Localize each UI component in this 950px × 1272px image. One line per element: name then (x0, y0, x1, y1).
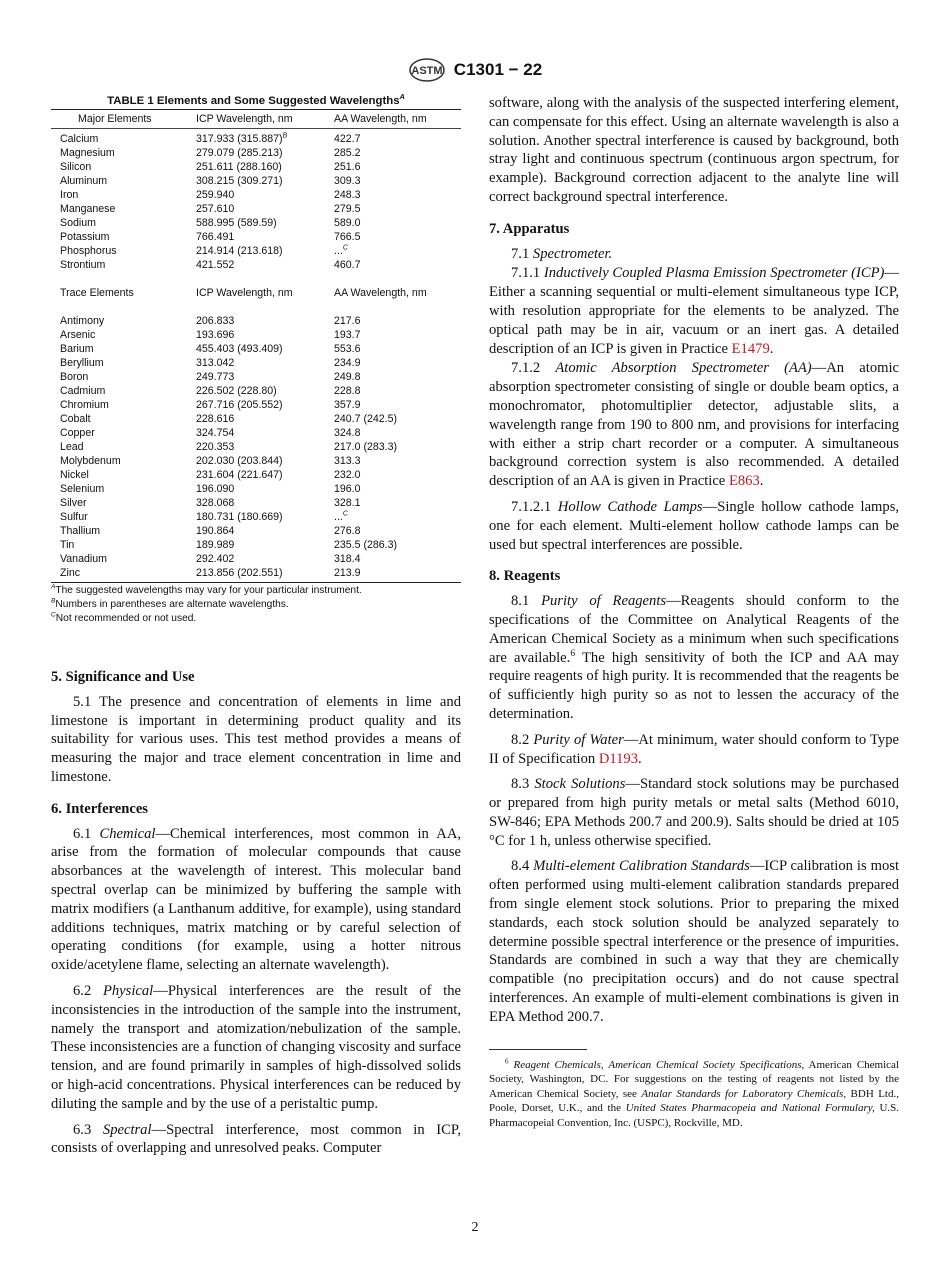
aa-wavelength: 234.9 (334, 357, 361, 369)
aa-wavelength: 357.9 (334, 399, 361, 411)
element-name: Tin (60, 539, 75, 551)
table-row (51, 370, 461, 384)
table-row (51, 384, 461, 398)
icp-wavelength: 588.995 (589.59) (196, 217, 277, 229)
table-row (51, 244, 461, 258)
section-heading: 8. Reagents (489, 568, 561, 585)
aa-wavelength: 328.1 (334, 497, 361, 509)
icp-wavelength: 206.833 (196, 315, 235, 327)
table-header-row: Major Elements ICP Wavelength, nm AA Wavelength, nm (78, 113, 427, 125)
italic-text: Atomic Absorption Spectrometer (AA) (555, 360, 812, 377)
aa-wavelength: 324.8 (334, 427, 361, 439)
table-row (51, 258, 461, 272)
icp-wavelength: 421.552 (196, 259, 235, 271)
aa-wavelength: 217.6 (334, 315, 361, 327)
element-name: Molybdenum (60, 455, 121, 467)
table-row (51, 160, 461, 174)
table-row (51, 328, 461, 342)
aa-wavelength: ...$^C$ (334, 244, 348, 257)
italic-text: Chemical (99, 825, 156, 842)
icp-wavelength: 257.610 (196, 203, 235, 215)
table-footnote: $^B$Numbers in parentheses are alternate wavelengths. (51, 597, 289, 610)
table-row (51, 412, 461, 426)
aa-wavelength: 251.6 (334, 161, 361, 173)
italic-text: Reagent Chemicals, American Chemical Society Specifications (513, 1058, 802, 1071)
element-name: Thallium (60, 525, 101, 537)
icp-wavelength: 251.611 (288.160) (196, 161, 282, 173)
element-name: Potassium (60, 231, 110, 243)
element-name: Antimony (60, 315, 105, 327)
page-number: 2 (471, 1220, 479, 1235)
aa-wavelength: 235.5 (286.3) (334, 539, 398, 551)
aa-wavelength: ...$^C$ (334, 510, 348, 523)
icp-wavelength: 214.914 (213.618) (196, 245, 283, 257)
aa-wavelength: 422.7 (334, 133, 361, 145)
table-title: TABLE 1 Elements and Some Suggested Wavelengths$^A$ (107, 92, 405, 107)
element-name: Aluminum (60, 175, 108, 187)
table-footnote: $^C$Not recommended or not used. (51, 611, 197, 624)
right-column (489, 94, 899, 1131)
left-column (51, 668, 461, 1165)
aa-wavelength: 249.8 (334, 371, 361, 383)
icp-wavelength: 202.030 (203.844) (196, 455, 283, 467)
element-name: Vanadium (60, 553, 107, 565)
paragraph: 7.1.2.1 Hollow Cathode Lamps—Single hollow cathode lamps, one for each element. Multi-element hollow cathode lamps can be used but spectral interferences are possible. (489, 498, 900, 553)
table-row (51, 440, 461, 454)
table-row (51, 230, 461, 244)
standard-link[interactable]: D1193 (598, 750, 639, 767)
element-name: Silver (60, 497, 87, 509)
paragraph: 6.1 Chemical—Chemical interferences, most common in AA, arise from the formation of molecular compounds that cause absorbances at the wavelength of interest. This molecular band spectral overlap can be minimized by buffering the sample with matrix modifiers (a Lanthanum additive, for example), using standard additions techniques, matrix matching or by careful selection of operating conditions (for example, using a hotter nitrous oxide/acetylene flame, selecting an alternate wavelength). (51, 825, 462, 974)
footnote-ref: 6 (505, 1057, 509, 1065)
element-name: Arsenic (60, 329, 96, 341)
aa-wavelength: 240.7 (242.5) (334, 413, 398, 425)
element-name: Beryllium (60, 357, 104, 369)
footnote-6: $^6$ Reagent Chemicals, American Chemical Society Specifications, American Chemical Society, Washington, DC. For suggestions on the testing of reagents not listed by the American Chemical Society, see Analar Standards for Laboratory Chemicals, BDH Ltd., Poole, Dorset, U.K., and the United States Pharmacopeia and National Formulary, U.S. Pharmacopeial Convention, Inc. (USPC), Rockville, MD. (489, 1057, 900, 1130)
icp-wavelength: 196.090 (196, 483, 235, 495)
aa-wavelength: 276.8 (334, 525, 361, 537)
aa-wavelength: 193.7 (334, 329, 361, 341)
paragraph: 8.1 Purity of Reagents—Reagents should conform to the specifications of the Committee on Analytical Reagents of the American Chemical Society as a minimum when such specifications are available.$^6$ The high sensitivity of both the ICP and AA may require reagents of high purity. It is recommended that the reagents be of sufficiently high purity so as not to lessen the accuracy of the determination. (489, 593, 899, 722)
section-heading: 7. Apparatus (489, 220, 570, 237)
aa-wavelength: 217.0 (283.3) (334, 441, 398, 453)
aa-wavelength: 232.0 (334, 469, 361, 481)
svg-text:ASTM: ASTM (411, 65, 443, 77)
element-name: Barium (60, 343, 94, 355)
italic-text: Spectral (102, 1121, 152, 1138)
standard-link[interactable]: E1479 (731, 340, 770, 357)
element-name: Chromium (60, 399, 109, 411)
italic-text: Hollow Cathode Lamps (557, 498, 703, 515)
table-row (51, 188, 461, 202)
icp-wavelength: 292.402 (196, 553, 235, 565)
paragraph: 7.1.2 Atomic Absorption Spectrometer (AA)—An atomic absorption spectrometer consisting of single or double beam optics, a monochromator, photomultiplier detector, adjustable slits, a wavelength range from 190 to 800 nm, and provisions for interfacing with either a strip chart recorder or a computer. A simultaneous background correction system is also recommended. A detailed description of an AA is given in Practice E863. (489, 360, 899, 490)
table-row (51, 146, 461, 160)
table-row (51, 468, 461, 482)
element-name: Strontium (60, 259, 106, 271)
element-name: Manganese (60, 203, 116, 215)
italic-text: Inductively Coupled Plasma Emission Spectrometer (ICP) (543, 265, 885, 282)
icp-wavelength: 308.215 (309.271) (196, 175, 283, 187)
aa-wavelength: 228.8 (334, 385, 361, 397)
icp-wavelength: 220.353 (196, 441, 235, 453)
element-name: Silicon (60, 161, 92, 173)
aa-wavelength: 553.6 (334, 343, 361, 355)
element-name: Iron (60, 189, 79, 201)
aa-wavelength: 313.3 (334, 455, 361, 467)
element-name: Cobalt (60, 413, 91, 425)
section-heading: 5. Significance and Use (51, 669, 195, 685)
icp-wavelength: 180.731 (180.669) (196, 511, 283, 523)
icp-wavelength: 226.502 (228.80) (196, 385, 277, 397)
icp-wavelength: 328.068 (196, 497, 235, 509)
aa-wavelength: 285.2 (334, 147, 361, 159)
italic-text: Stock Solutions (534, 776, 626, 793)
italic-text: Purity of Reagents (541, 593, 667, 610)
aa-wavelength: 766.5 (334, 231, 361, 243)
paragraph: 7.1.1 Inductively Coupled Plasma Emission Spectrometer (ICP)—Either a scanning sequential or multi-element simultaneous type ICP, with resolution appropriate for the elements to be analyzed. The optical path may be in air, vacuum or an inert gas. A detailed description of an ICP is given in Practice E1479. (489, 265, 900, 357)
table-row (51, 538, 461, 552)
aa-wavelength: 460.7 (334, 259, 361, 271)
table-row (51, 202, 461, 216)
paragraph: 8.2 Purity of Water—At minimum, water should conform to Type II of Specification D1193. (489, 731, 899, 767)
icp-wavelength: 193.696 (196, 329, 235, 341)
paragraph: software, along with the analysis of the suspected interfering element, can compensate for this effect. Using an alternate wavelength is also a solution. Another spectral interference is caused by background, both stray light and continuous spectrum (continuous argon spectrum, for example). Background correction adjacent to the analyte line will correct background spectral interference. (489, 95, 899, 205)
trace-header-row: Trace Elements ICP Wavelength, nm AA Wavelength, nm (60, 287, 427, 299)
aa-wavelength: 589.0 (334, 217, 361, 229)
table-rule (51, 582, 461, 583)
italic-text: Spectrometer. (532, 245, 613, 262)
table-row (51, 356, 461, 370)
table-row (51, 496, 461, 510)
page-header (0, 58, 950, 82)
standard-link[interactable]: E863 (728, 473, 760, 490)
element-name: Sulfur (60, 511, 88, 523)
icp-wavelength: 313.042 (196, 357, 235, 369)
element-name: Boron (60, 371, 89, 383)
table-row (51, 482, 461, 496)
icp-wavelength: 766.491 (196, 231, 235, 243)
icp-wavelength: 324.754 (196, 427, 235, 439)
icp-wavelength: 267.716 (205.552) (196, 399, 283, 411)
table-row (51, 566, 461, 580)
table-footnotes (51, 584, 461, 626)
element-name: Sodium (60, 217, 96, 229)
element-name: Zinc (60, 567, 81, 579)
icp-wavelength: 213.856 (202.551) (196, 567, 283, 579)
paragraph: 8.3 Stock Solutions—Standard stock solutions may be purchased or prepared from high purity metals or metal salts (Method 6010, SW-846; EPA Methods 200.7 and 200.9). Salts should be dried at 105 °C for 1 h, unless otherwise specified. (489, 776, 899, 849)
table-row (51, 174, 461, 188)
italic-text: Purity of Water (533, 731, 624, 748)
table-footnote: $^A$The suggested wavelengths may vary for your particular instrument. (51, 583, 362, 596)
table-row (51, 510, 461, 524)
trace-elements-body (51, 314, 461, 580)
table-row (51, 552, 461, 566)
aa-wavelength: 279.5 (334, 203, 361, 215)
element-name: Copper (60, 427, 95, 439)
italic-text: Analar Standards for Laboratory Chemicals, (641, 1087, 847, 1100)
icp-wavelength: 455.403 (493.409) (196, 343, 283, 355)
element-name: Calcium (60, 133, 99, 145)
icp-wavelength: 259.940 (196, 189, 235, 201)
paragraph: 6.2 Physical—Physical interferences are the result of the inconsistencies in the introduction of the sample into the instrument, namely the transport and atomization/nebulization of the sample. These inconsistencies are a function of changing viscosity and surface tension, and are found primarily in samples of high-dissolved solids or high-acid concentrations. Physical interferences can be reduced by diluting the sample and by the use of a peristaltic pump. (51, 982, 462, 1112)
paragraph: 6.3 Spectral—Spectral interference, most common in ICP, consists of overlapping and unresolved peaks. Computer (51, 1121, 462, 1157)
table-row (51, 426, 461, 440)
element-name: Nickel (60, 469, 89, 481)
document-id: C1301 − 22 (453, 60, 543, 79)
icp-wavelength: 249.773 (196, 371, 235, 383)
paragraph: 5.1 The presence and concentration of elements in lime and limestone is important in determining product quality and its suitability for various uses. This test method provides a means of measuring the major and trace element concentration in lime and limestone. (51, 693, 461, 785)
table-row (51, 216, 461, 230)
paragraph: 7.1 Spectrometer. (511, 245, 613, 262)
icp-wavelength: 190.864 (196, 525, 235, 537)
table-row (51, 398, 461, 412)
element-name: Lead (60, 441, 84, 453)
italic-text: Multi-element Calibration Standards (533, 858, 750, 875)
table-row (51, 454, 461, 468)
paragraph: 8.4 Multi-element Calibration Standards—ICP calibration is most often performed using multi-element calibration standards prepared from single element stock solutions. Prior to preparing the mixed standards, each stock solution should be analyzed separately to determine possible spectral interference or the presence of impurities. Standards are combined in such a way that they are chemically compatible (no precipitation occurs) and do not cause spectral interferences. An example of multi-element combinations is given in EPA Method 200.7. (489, 858, 899, 1025)
table-row (51, 314, 461, 328)
astm-logo (408, 58, 446, 82)
icp-wavelength: 189.989 (196, 539, 235, 551)
italic-text: Physical (102, 982, 154, 999)
section-heading: 6. Interferences (51, 800, 148, 817)
table-row (51, 132, 461, 146)
aa-wavelength: 196.0 (334, 483, 361, 495)
element-name: Selenium (60, 483, 105, 495)
footnote-rule (489, 1049, 587, 1050)
icp-wavelength: 279.079 (285.213) (196, 147, 283, 159)
table-row (51, 524, 461, 538)
table-row (51, 342, 461, 356)
element-name: Phosphorus (60, 245, 117, 257)
element-name: Cadmium (60, 385, 106, 397)
icp-wavelength: 231.604 (221.647) (196, 469, 283, 481)
icp-wavelength: 317.933 $(315.887)^B$ (196, 132, 288, 145)
icp-wavelength: 228.616 (196, 413, 235, 425)
aa-wavelength: 318.4 (334, 553, 361, 565)
italic-text: United States Pharmacopeia and National Formulary, (625, 1102, 875, 1115)
major-elements-body (51, 132, 461, 272)
aa-wavelength: 248.3 (334, 189, 361, 201)
aa-wavelength: 309.3 (334, 175, 361, 187)
wavelength-table (51, 93, 461, 626)
element-name: Magnesium (60, 147, 115, 159)
footnote-ref: 6 (570, 648, 576, 659)
aa-wavelength: 213.9 (334, 567, 361, 579)
